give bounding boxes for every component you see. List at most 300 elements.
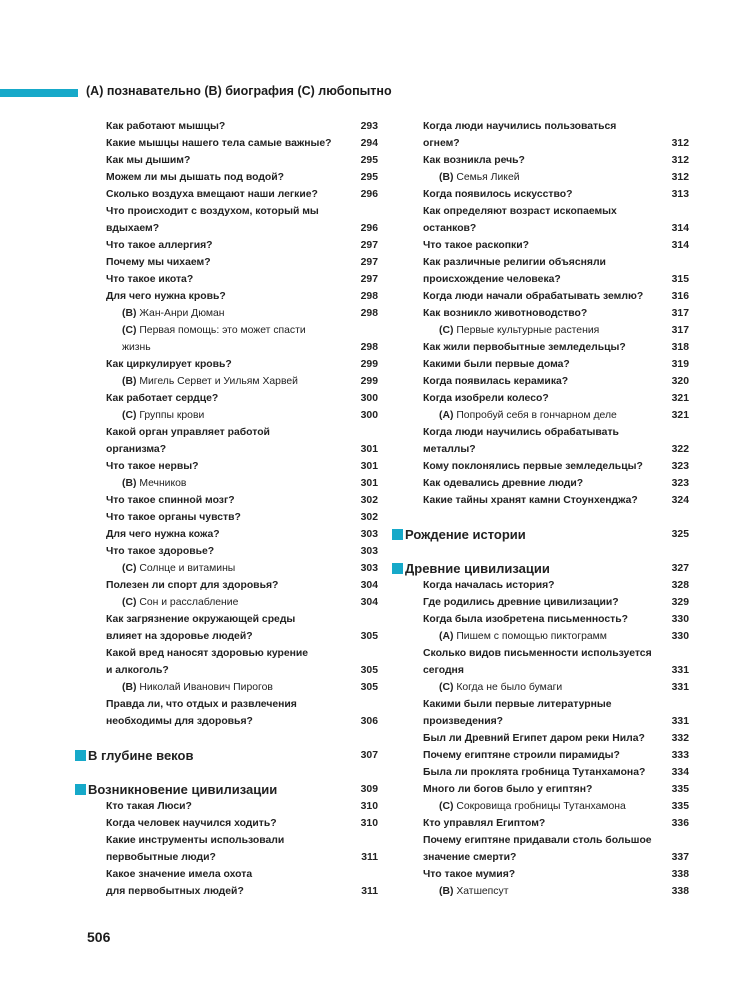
toc-entry-line: Когда люди начали обрабатывать землю? — [423, 291, 644, 302]
toc-entry-title — [423, 424, 655, 458]
toc-entry-line: Сокровища гробницы Тутанхамона — [456, 801, 626, 812]
toc-page-number: 331 — [671, 716, 689, 727]
toc-entry[interactable] — [387, 458, 689, 475]
toc-subentry[interactable] — [387, 169, 689, 186]
toc-entry-line: Что происходит с воздухом, который мы — [106, 206, 319, 217]
toc-entry-title — [106, 254, 344, 271]
header-accent-bar — [0, 89, 78, 97]
toc-entry[interactable] — [70, 237, 378, 254]
toc-entry[interactable] — [70, 492, 378, 509]
toc-page-number: 316 — [671, 291, 689, 302]
toc-subentry[interactable] — [70, 679, 378, 696]
toc-page-number: 323 — [671, 461, 689, 472]
toc-entry-line: Когда человек научился ходить? — [106, 818, 277, 829]
toc-entry-title — [122, 560, 344, 577]
toc-page-number: 303 — [360, 563, 378, 574]
toc-entry-title — [106, 526, 344, 543]
toc-page-number: 337 — [671, 852, 689, 863]
toc-page-number: 311 — [361, 852, 378, 863]
toc-entry[interactable] — [70, 203, 378, 237]
toc-entry-line: Что такое мумия? — [423, 869, 516, 880]
toc-entry-line: влияет на здоровье людей? — [106, 631, 253, 642]
toc-page-number: 335 — [671, 784, 689, 795]
toc-entry[interactable] — [70, 390, 378, 407]
toc-page-number: 305 — [360, 665, 378, 676]
entry-category-tag: (В) — [122, 308, 137, 319]
toc-entry-title — [423, 475, 655, 492]
toc-entry-line: сегодня — [423, 665, 464, 676]
toc-entry-title — [106, 798, 344, 815]
toc-entry-line: Николай Иванович Пирогов — [139, 682, 273, 693]
toc-entry-title — [106, 271, 344, 288]
toc-entry-line: Когда люди научились пользоваться — [423, 121, 617, 132]
toc-entry[interactable] — [387, 475, 689, 492]
entry-category-tag: (С) — [122, 563, 137, 574]
toc-entry-line: Как возникло животноводство? — [423, 308, 588, 319]
toc-page-number: 338 — [671, 869, 689, 880]
toc-page-number: 338 — [671, 886, 689, 897]
toc-left-column — [70, 118, 378, 900]
section-spacer — [387, 543, 689, 560]
toc-entry-line: Как жили первобытные земледельцы? — [423, 342, 626, 353]
toc-entry[interactable] — [70, 526, 378, 543]
toc-entry-title — [106, 203, 344, 237]
toc-entry-line: Древние цивилизации — [405, 561, 550, 576]
toc-entry-line: Для чего нужна кровь? — [106, 291, 226, 302]
toc-entry-title — [423, 594, 655, 611]
toc-page-number: 320 — [671, 376, 689, 387]
toc-entry[interactable] — [70, 152, 378, 169]
toc-subentry[interactable] — [70, 475, 378, 492]
toc-entry[interactable] — [387, 118, 689, 152]
toc-entry-title — [106, 390, 344, 407]
toc-entry-title — [423, 237, 655, 254]
toc-entry-line: Что такое раскопки? — [423, 240, 529, 251]
toc-entry-title — [439, 883, 655, 900]
toc-entry-line: первобытные люди? — [106, 852, 216, 863]
toc-entry-title — [439, 798, 655, 815]
toc-entry-title — [423, 781, 655, 798]
toc-entry-title — [106, 509, 344, 526]
toc-entry-title — [88, 747, 344, 764]
toc-page-number: 304 — [360, 597, 378, 608]
toc-entry-line: Что такое спинной мозг? — [106, 495, 235, 506]
toc-entry-line: Что такое здоровье? — [106, 546, 215, 557]
toc-entry-line: Какое значение имела охота — [106, 869, 253, 880]
toc-subentry[interactable] — [70, 560, 378, 577]
toc-entry[interactable] — [70, 509, 378, 526]
toc-entry-line: Что такое органы чувств? — [106, 512, 241, 523]
toc-section-heading[interactable] — [387, 560, 689, 577]
toc-entry-title — [423, 458, 655, 475]
toc-page-number: 299 — [360, 359, 378, 370]
toc-section-heading[interactable] — [70, 781, 378, 798]
toc-page-number: 323 — [671, 478, 689, 489]
toc-entry[interactable] — [387, 611, 689, 628]
toc-entry-title — [423, 356, 655, 373]
toc-entry-title — [405, 560, 655, 577]
toc-entry[interactable] — [70, 696, 378, 730]
toc-page-number: 296 — [360, 189, 378, 200]
toc-entry[interactable] — [70, 832, 378, 866]
toc-entry[interactable] — [387, 594, 689, 611]
toc-page-number: 307 — [360, 750, 378, 761]
toc-subentry[interactable] — [70, 407, 378, 424]
entry-category-tag: (С) — [122, 597, 137, 608]
toc-entry-title — [423, 254, 655, 288]
section-spacer — [70, 730, 378, 747]
section-square-icon — [392, 563, 403, 574]
entry-category-tag: (А) — [439, 631, 454, 642]
toc-entry-title — [106, 424, 344, 458]
toc-page-number: 303 — [360, 546, 378, 557]
toc-entry-line: Как определяют возраст ископаемых — [423, 206, 617, 217]
toc-entry[interactable] — [387, 390, 689, 407]
toc-entry-line: Почему египтяне придавали столь большое — [423, 835, 652, 846]
toc-entry[interactable] — [70, 645, 378, 679]
toc-page-number: 313 — [671, 189, 689, 200]
toc-page-number: 312 — [671, 172, 689, 183]
toc-entry-title — [122, 322, 344, 356]
toc-entry-title — [405, 526, 655, 543]
toc-entry-line: Пишем с помощью пиктограмм — [456, 631, 607, 642]
toc-entry-title — [106, 815, 344, 832]
toc-page-number: 296 — [360, 223, 378, 234]
toc-entry-line: В глубине веков — [88, 748, 194, 763]
toc-entry[interactable] — [70, 815, 378, 832]
toc-entry-title — [439, 322, 655, 339]
toc-entry[interactable] — [387, 815, 689, 832]
toc-entry-line: для первобытных людей? — [106, 886, 244, 897]
toc-page-number: 318 — [671, 342, 689, 353]
toc-entry-title — [423, 390, 655, 407]
toc-entry-line: Жан-Анри Дюман — [139, 308, 225, 319]
toc-entry-line: Как различные религии объясняли — [423, 257, 606, 268]
toc-entry-line: Как работает сердце? — [106, 393, 219, 404]
toc-entry-title — [423, 611, 655, 628]
section-square-icon — [75, 750, 86, 761]
toc-entry-line: Попробуй себя в гончарном деле — [456, 410, 617, 421]
toc-entry-line: Когда не было бумаги — [456, 682, 563, 693]
toc-section-heading[interactable] — [387, 526, 689, 543]
toc-entry[interactable] — [387, 747, 689, 764]
toc-page-number: 310 — [360, 818, 378, 829]
toc-entry[interactable] — [70, 424, 378, 458]
toc-subentry[interactable] — [387, 407, 689, 424]
toc-entry[interactable] — [70, 543, 378, 560]
toc-entry-title — [106, 577, 344, 594]
toc-entry[interactable] — [70, 356, 378, 373]
toc-page-number: 314 — [671, 240, 689, 251]
toc-entry-line: Кому поклонялись первые земледельцы? — [423, 461, 643, 472]
toc-entry-line: Хатшепсут — [456, 886, 509, 897]
toc-page-number: 334 — [671, 767, 689, 778]
toc-entry-line: жизнь — [122, 342, 151, 353]
toc-entry-line: Какой вред наносят здоровью курение — [106, 648, 309, 659]
entry-category-tag: (С) — [439, 682, 454, 693]
toc-entry-line: Сколько видов письменности используется — [423, 648, 652, 659]
toc-entry-line: Солнце и витамины — [139, 563, 236, 574]
toc-entry-line: Почему мы чихаем? — [106, 257, 211, 268]
toc-entry-title — [106, 866, 344, 900]
toc-entry-line: Какими были первые литературные — [423, 699, 612, 710]
entry-category-tag: (В) — [439, 172, 454, 183]
toc-page-number: 305 — [360, 631, 378, 642]
toc-entry-title — [122, 679, 344, 696]
toc-entry[interactable] — [387, 764, 689, 781]
toc-subentry[interactable] — [387, 679, 689, 696]
toc-entry-title — [423, 203, 655, 237]
toc-entry-line: Какие мышцы нашего тела самые важные? — [106, 138, 332, 149]
toc-entry-title — [122, 475, 344, 492]
toc-entry-line: Первая помощь: это может спасти — [139, 325, 306, 336]
toc-entry-title — [423, 696, 655, 730]
toc-entry[interactable] — [70, 288, 378, 305]
toc-entry-title — [122, 594, 344, 611]
toc-entry-line: Как работают мышцы? — [106, 121, 226, 132]
toc-entry-line: произведения? — [423, 716, 503, 727]
toc-entry[interactable] — [387, 186, 689, 203]
toc-subentry[interactable] — [70, 305, 378, 322]
toc-entry-title — [423, 339, 655, 356]
toc-entry[interactable] — [70, 271, 378, 288]
toc-entry[interactable] — [70, 611, 378, 645]
toc-entry[interactable] — [387, 305, 689, 322]
entry-category-tag: (С) — [439, 325, 454, 336]
toc-page-number: 298 — [360, 342, 378, 353]
section-spacer — [387, 509, 689, 526]
toc-entry-title — [106, 118, 344, 135]
toc-entry-title — [423, 577, 655, 594]
section-spacer — [70, 764, 378, 781]
toc-entry-title — [423, 118, 655, 152]
toc-entry-line: Для чего нужна кожа? — [106, 529, 220, 540]
toc-entry-line: Когда появилась керамика? — [423, 376, 569, 387]
toc-entry[interactable] — [387, 254, 689, 288]
toc-entry-line: Когда появилось искусство? — [423, 189, 573, 200]
toc-page-number: 331 — [671, 665, 689, 676]
toc-entry-title — [423, 373, 655, 390]
entry-category-tag: (С) — [122, 325, 137, 336]
toc-entry[interactable] — [70, 798, 378, 815]
toc-entry-title — [423, 288, 655, 305]
toc-page-number: 328 — [671, 580, 689, 591]
toc-entry-title — [423, 186, 655, 203]
toc-page-number: 314 — [671, 223, 689, 234]
toc-page-number: 298 — [360, 291, 378, 302]
toc-page-number: 302 — [360, 512, 378, 523]
toc-entry-line: Мигель Сервет и Уильям Харвей — [139, 376, 298, 387]
toc-entry-title — [106, 288, 344, 305]
toc-right-column — [387, 118, 689, 900]
toc-page-number: 325 — [671, 529, 689, 540]
toc-entry-title — [106, 152, 344, 169]
toc-entry[interactable] — [70, 135, 378, 152]
toc-entry-line: организма? — [106, 444, 167, 455]
toc-entry[interactable] — [387, 203, 689, 237]
toc-entry[interactable] — [70, 254, 378, 271]
toc-page-number: 298 — [360, 308, 378, 319]
toc-entry-line: огнем? — [423, 138, 460, 149]
toc-entry[interactable] — [70, 577, 378, 594]
toc-page-number: 319 — [671, 359, 689, 370]
toc-page-number: 301 — [360, 461, 378, 472]
toc-entry-line: Как мы дышим? — [106, 155, 191, 166]
toc-page-number: 330 — [671, 631, 689, 642]
toc-entry-line: Когда была изобретена письменность? — [423, 614, 628, 625]
toc-entry[interactable] — [70, 866, 378, 900]
toc-subentry[interactable] — [387, 322, 689, 339]
toc-entry-line: и алкоголь? — [106, 665, 169, 676]
toc-entry[interactable] — [70, 186, 378, 203]
toc-entry-line: Как возникла речь? — [423, 155, 525, 166]
entry-category-tag: (В) — [122, 478, 137, 489]
toc-entry[interactable] — [387, 832, 689, 866]
toc-entry-line: Что такое нервы? — [106, 461, 199, 472]
toc-entry[interactable] — [387, 424, 689, 458]
toc-entry[interactable] — [387, 237, 689, 254]
toc-entry-line: Первые культурные растения — [456, 325, 600, 336]
toc-entry-line: Был ли Древний Египет даром реки Нила? — [423, 733, 645, 744]
toc-entry[interactable] — [387, 492, 689, 509]
toc-page-number: 336 — [671, 818, 689, 829]
toc-entry-title — [106, 543, 344, 560]
header-title: (А) познавательно (В) биография (С) любопытно — [86, 84, 392, 98]
toc-entry-title — [423, 305, 655, 322]
toc-entry-line: Группы крови — [139, 410, 205, 421]
toc-page-number: 330 — [671, 614, 689, 625]
toc-entry[interactable] — [387, 339, 689, 356]
toc-entry-title — [122, 305, 344, 322]
toc-entry-title — [423, 832, 655, 866]
toc-page-number: 295 — [360, 155, 378, 166]
toc-page-number: 311 — [361, 886, 378, 897]
toc-entry[interactable] — [387, 356, 689, 373]
toc-entry-line: останков? — [423, 223, 477, 234]
toc-entry-line: Когда началась история? — [423, 580, 555, 591]
toc-page-number: 297 — [360, 257, 378, 268]
toc-entry-title — [106, 356, 344, 373]
toc-entry[interactable] — [70, 458, 378, 475]
toc-entry[interactable] — [387, 730, 689, 747]
toc-entry-line: Какие инструменты использовали — [106, 835, 285, 846]
toc-page-number: 301 — [360, 444, 378, 455]
toc-entry-line: Была ли проклята гробница Тутанхамона? — [423, 767, 646, 778]
toc-subentry[interactable] — [70, 373, 378, 390]
toc-entry-title — [106, 696, 344, 730]
toc-page-number: 310 — [360, 801, 378, 812]
toc-entry-title — [423, 747, 655, 764]
toc-entry-title — [106, 186, 344, 203]
toc-page-number: 297 — [360, 240, 378, 251]
toc-entry[interactable] — [387, 696, 689, 730]
toc-entry-title — [423, 815, 655, 832]
toc-entry-title — [439, 628, 655, 645]
toc-page-number: 295 — [360, 172, 378, 183]
entry-category-tag: (А) — [439, 410, 454, 421]
section-square-icon — [392, 529, 403, 540]
toc-entry-line: происхождение человека? — [423, 274, 561, 285]
toc-entry-line: Кто такая Люси? — [106, 801, 192, 812]
section-square-icon — [75, 784, 86, 795]
toc-entry-line: необходимы для здоровья? — [106, 716, 253, 727]
toc-page-number: 302 — [360, 495, 378, 506]
toc-subentry[interactable] — [387, 883, 689, 900]
toc-entry[interactable] — [70, 169, 378, 186]
toc-page-number: 309 — [360, 784, 378, 795]
toc-entry-title — [122, 373, 344, 390]
toc-entry-line: Можем ли мы дышать под водой? — [106, 172, 285, 183]
toc-page-number: 322 — [671, 444, 689, 455]
toc-entry-line: Сон и расслабление — [139, 597, 239, 608]
toc-entry-title — [106, 645, 344, 679]
toc-entry-title — [423, 866, 655, 883]
toc-entry-title — [106, 237, 344, 254]
toc-entry[interactable] — [387, 781, 689, 798]
toc-page-number: 301 — [360, 478, 378, 489]
toc-entry-line: Какой орган управляет работой — [106, 427, 270, 438]
toc-page-number: 299 — [360, 376, 378, 387]
toc-page-number: 294 — [360, 138, 378, 149]
toc-page-number: 327 — [671, 563, 689, 574]
toc-entry[interactable] — [70, 118, 378, 135]
toc-subentry[interactable] — [387, 798, 689, 815]
toc-page-number: 329 — [671, 597, 689, 608]
toc-entry[interactable] — [387, 645, 689, 679]
toc-page-number: 297 — [360, 274, 378, 285]
toc-entry-line: Мечников — [139, 478, 187, 489]
toc-entry-line: Что такое икота? — [106, 274, 194, 285]
toc-entry-line: Какими были первые дома? — [423, 359, 570, 370]
toc-entry-line: Когда изобрели колесо? — [423, 393, 549, 404]
toc-page-number: 324 — [671, 495, 689, 506]
toc-entry-line: металлы? — [423, 444, 476, 455]
toc-entry-line: Как загрязнение окружающей среды — [106, 614, 296, 625]
toc-entry-line: Рождение истории — [405, 527, 526, 542]
toc-page-number: 331 — [671, 682, 689, 693]
toc-entry-line: Как циркулирует кровь? — [106, 359, 232, 370]
toc-entry-title — [423, 492, 655, 509]
toc-entry-title — [106, 169, 344, 186]
toc-entry[interactable] — [387, 373, 689, 390]
toc-entry-title — [423, 764, 655, 781]
toc-entry-line: Возникновение цивилизации — [88, 782, 278, 797]
toc-page-number: 335 — [671, 801, 689, 812]
toc-entry-line: Сколько воздуха вмещают наши легкие? — [106, 189, 318, 200]
toc-entry[interactable] — [387, 866, 689, 883]
toc-entry[interactable] — [387, 577, 689, 594]
toc-entry-line: Много ли богов было у египтян? — [423, 784, 593, 795]
toc-page-number: 321 — [671, 410, 689, 421]
toc-entry-line: Полезен ли спорт для здоровья? — [106, 580, 279, 591]
toc-page-number: 300 — [360, 410, 378, 421]
toc-subentry[interactable] — [70, 322, 378, 356]
toc-section-heading[interactable] — [70, 747, 378, 764]
toc-entry[interactable] — [387, 288, 689, 305]
toc-page-number: 321 — [671, 393, 689, 404]
toc-entry[interactable] — [387, 152, 689, 169]
toc-page-number: 303 — [360, 529, 378, 540]
toc-entry-line: Кто управлял Египтом? — [423, 818, 546, 829]
toc-entry-line: Где родились древние цивилизации? — [423, 597, 619, 608]
toc-subentry[interactable] — [387, 628, 689, 645]
toc-page-number: 300 — [360, 393, 378, 404]
toc-entry-line: вдыхаем? — [106, 223, 160, 234]
toc-entry-title — [106, 135, 344, 152]
toc-entry-line: Как одевались древние люди? — [423, 478, 584, 489]
toc-subentry[interactable] — [70, 594, 378, 611]
toc-entry-title — [106, 832, 344, 866]
